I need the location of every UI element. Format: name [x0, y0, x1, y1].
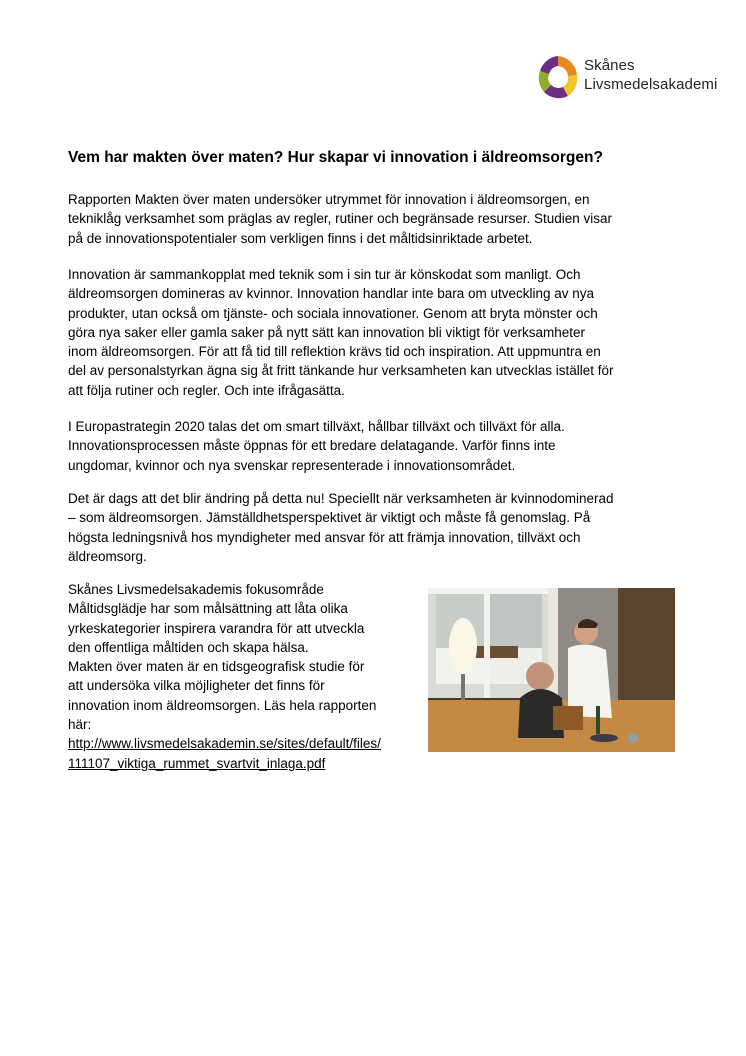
page-title: Vem har makten över maten? Hur skapar vi innovation i äldreomsorgen? — [68, 149, 603, 166]
text-line: yrkeskategorier inspirera varandra för att utveckla — [68, 620, 365, 636]
text-line: här: — [68, 717, 92, 733]
text-line: del av personalstyrkan ägna sig åt fritt tänkande hur verksamheten kan utvecklas istället för — [68, 363, 614, 379]
text-line: tekniklåg verksamhet som präglas av regler, rutiner och begränsade resurser. Studien visar — [68, 211, 613, 227]
text-line: äldreomsorgen domineras av kvinnor. Innovation handlar inte bara om utveckling av nya — [68, 286, 595, 302]
text-line: äldreomsorg. — [68, 548, 147, 564]
paragraph-change — [68, 489, 680, 566]
text-line: produkter, utan också om tjänste- och sociala innovationer. Genom att bryta mönster och — [68, 305, 598, 321]
paragraph-focus-area — [68, 580, 418, 773]
text-line: ungdomar, kvinnor och nya svenskar representerade i innovationsområdet. — [68, 457, 516, 473]
logo-line-2: Livsmedelsakademi — [584, 76, 718, 93]
text-line: Måltidsglädje har som målsättning att låta olika — [68, 601, 348, 617]
text-line: att undersöka vilka möjligheter det finns för — [68, 678, 325, 694]
text-line: den offentliga måltiden och skapa hälsa. — [68, 639, 309, 655]
text-line: I Europastrategin 2020 talas det om smart tillväxt, hållbar tillväxt och tillväxt för alla. — [68, 419, 565, 434]
text-line: – som äldreomsorgen. Jämställdhetsperspektivet är viktigt och måste få genomslag. På — [68, 510, 591, 526]
text-line: göra nya saker eller gamla saker på nytt sätt kan innovation bli viktigt för verksamheter — [68, 324, 585, 340]
text-line: inom äldreomsorgen. För att få tid till reflektion krävs tid och inspiration. Att uppmuntra en — [68, 344, 601, 360]
paragraph-europe-strategy — [68, 417, 680, 475]
photo-dining-room — [428, 588, 675, 752]
logo — [538, 53, 718, 103]
text-line: Innovationsprocessen måste öppnas för ett bredare delatagande. Varför finns inte — [68, 438, 556, 454]
text-line: Makten över maten är en tidsgeografisk studie för — [68, 659, 365, 675]
report-link-line-1[interactable]: http://www.livsmedelsakademin.se/sites/default/files/ — [68, 736, 381, 752]
report-link-line-2[interactable]: 111107_viktiga_rummet_svartvit_inlaga.pdf — [68, 755, 326, 771]
text-line: Skånes Livsmedelsakademis fokusområde — [68, 582, 324, 597]
logo-line-1: Skånes — [584, 57, 635, 74]
logo-ring-icon — [538, 53, 578, 103]
logo-text — [584, 56, 717, 94]
text-line: innovation inom äldreomsorgen. Läs hela rapporten — [68, 697, 377, 713]
paragraph-innovation — [68, 265, 680, 400]
text-line: Innovation är sammankopplat med teknik som i sin tur är könskodat som manligt. Och — [68, 267, 581, 282]
text-line: Det är dags att det blir ändring på detta nu! Speciellt när verksamheten är kvinnodominerad — [68, 491, 614, 506]
paragraph-intro — [68, 190, 680, 248]
text-line: högsta ledningsnivå hos myndigheter med ansvar för att främja innovation, tillväxt och — [68, 529, 581, 545]
text-line: Rapporten Makten över maten undersöker utrymmet för innovation i äldreomsorgen, en — [68, 192, 590, 207]
report-link[interactable] — [68, 734, 418, 773]
text-line: att följa rutiner och regler. Och inte ifrågasätta. — [68, 382, 345, 398]
text-line: på de innovationspotentialer som verkligen finns i det måltidsinriktade arbetet. — [68, 230, 533, 246]
